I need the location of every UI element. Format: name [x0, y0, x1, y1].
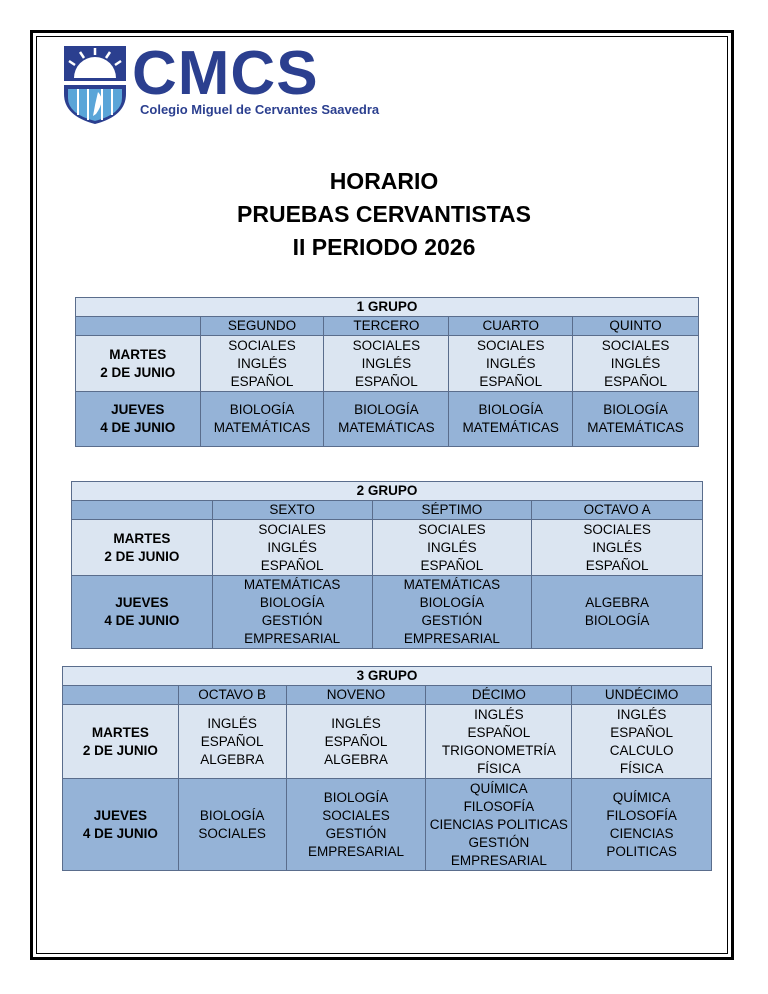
subjects-cell: BIOLOGÍA MATEMÁTICAS	[200, 392, 324, 447]
subjects-cell: BIOLOGÍA MATEMÁTICAS	[573, 392, 699, 447]
subjects-cell: QUÍMICA FILOSOFÍA CIENCIAS POLITICAS GESTIÓN EMPRESARIAL	[426, 779, 572, 871]
day-label-jueves: JUEVES 4 DE JUNIO	[63, 779, 179, 871]
subjects-cell: MATEMÁTICAS BIOLOGÍA GESTIÓN EMPRESARIAL	[372, 576, 532, 649]
corner-cell	[76, 317, 201, 336]
day-label-jueves: JUEVES 4 DE JUNIO	[76, 392, 201, 447]
subjects-cell: INGLÉS ESPAÑOL CALCULO FÍSICA	[572, 705, 712, 779]
day-label-martes: MARTES 2 DE JUNIO	[76, 336, 201, 392]
grade-header: DÉCIMO	[426, 686, 572, 705]
title-horario: HORARIO	[329, 168, 439, 194]
grade-header: QUINTO	[573, 317, 699, 336]
subjects-cell: BIOLOGÍA MATEMÁTICAS	[449, 392, 573, 447]
logo-school-name: Colegio Miguel de Cervantes Saavedra	[140, 102, 380, 117]
subjects-cell: SOCIALES INGLÉS ESPAÑOL	[372, 520, 532, 576]
grade-header: OCTAVO B	[178, 686, 286, 705]
schedule-table-group-1	[75, 297, 699, 447]
subjects-cell: BIOLOGÍA MATEMÁTICAS	[324, 392, 449, 447]
title-pruebas: PRUEBAS CERVANTISTAS	[237, 201, 531, 227]
corner-cell	[72, 501, 213, 520]
subjects-cell: BIOLOGÍA SOCIALES	[178, 779, 286, 871]
grade-header: OCTAVO A	[532, 501, 703, 520]
subjects-cell: INGLÉS ESPAÑOL TRIGONOMETRÍA FÍSICA	[426, 705, 572, 779]
subjects-cell: SOCIALES INGLÉS ESPAÑOL	[212, 520, 372, 576]
grade-header: NOVENO	[286, 686, 426, 705]
grade-header: SEGUNDO	[200, 317, 324, 336]
corner-cell	[63, 686, 179, 705]
title-periodo: II PERIODO 2026	[292, 234, 476, 260]
grade-header: TERCERO	[324, 317, 449, 336]
day-label-martes: MARTES 2 DE JUNIO	[72, 520, 213, 576]
day-label-jueves: JUEVES 4 DE JUNIO	[72, 576, 213, 649]
school-crest-icon	[62, 44, 128, 126]
subjects-cell: INGLÉS ESPAÑOL ALGEBRA	[178, 705, 286, 779]
subjects-cell: QUÍMICA FILOSOFÍA CIENCIAS POLITICAS	[572, 779, 712, 871]
grade-header: SEXTO	[212, 501, 372, 520]
schedule-table-group-3	[62, 666, 712, 871]
subjects-cell: BIOLOGÍA SOCIALES GESTIÓN EMPRESARIAL	[286, 779, 426, 871]
day-label-martes: MARTES 2 DE JUNIO	[63, 705, 179, 779]
grade-header: SÉPTIMO	[372, 501, 532, 520]
group-title: 3 GRUPO	[63, 667, 712, 686]
logo-acronym: CMCS	[132, 39, 319, 108]
subjects-cell: ALGEBRA BIOLOGÍA	[532, 576, 703, 649]
subjects-cell: SOCIALES INGLÉS ESPAÑOL	[532, 520, 703, 576]
subjects-cell: SOCIALES INGLÉS ESPAÑOL	[449, 336, 573, 392]
grade-header: UNDÉCIMO	[572, 686, 712, 705]
subjects-cell: SOCIALES INGLÉS ESPAÑOL	[324, 336, 449, 392]
subjects-cell: INGLÉS ESPAÑOL ALGEBRA	[286, 705, 426, 779]
subjects-cell: SOCIALES INGLÉS ESPAÑOL	[200, 336, 324, 392]
group-title: 2 GRUPO	[72, 482, 703, 501]
subjects-cell: SOCIALES INGLÉS ESPAÑOL	[573, 336, 699, 392]
school-logo	[62, 39, 380, 128]
group-title: 1 GRUPO	[76, 298, 699, 317]
schedule-table-group-2	[71, 481, 703, 649]
grade-header: CUARTO	[449, 317, 573, 336]
subjects-cell: MATEMÁTICAS BIOLOGÍA GESTIÓN EMPRESARIAL	[212, 576, 372, 649]
